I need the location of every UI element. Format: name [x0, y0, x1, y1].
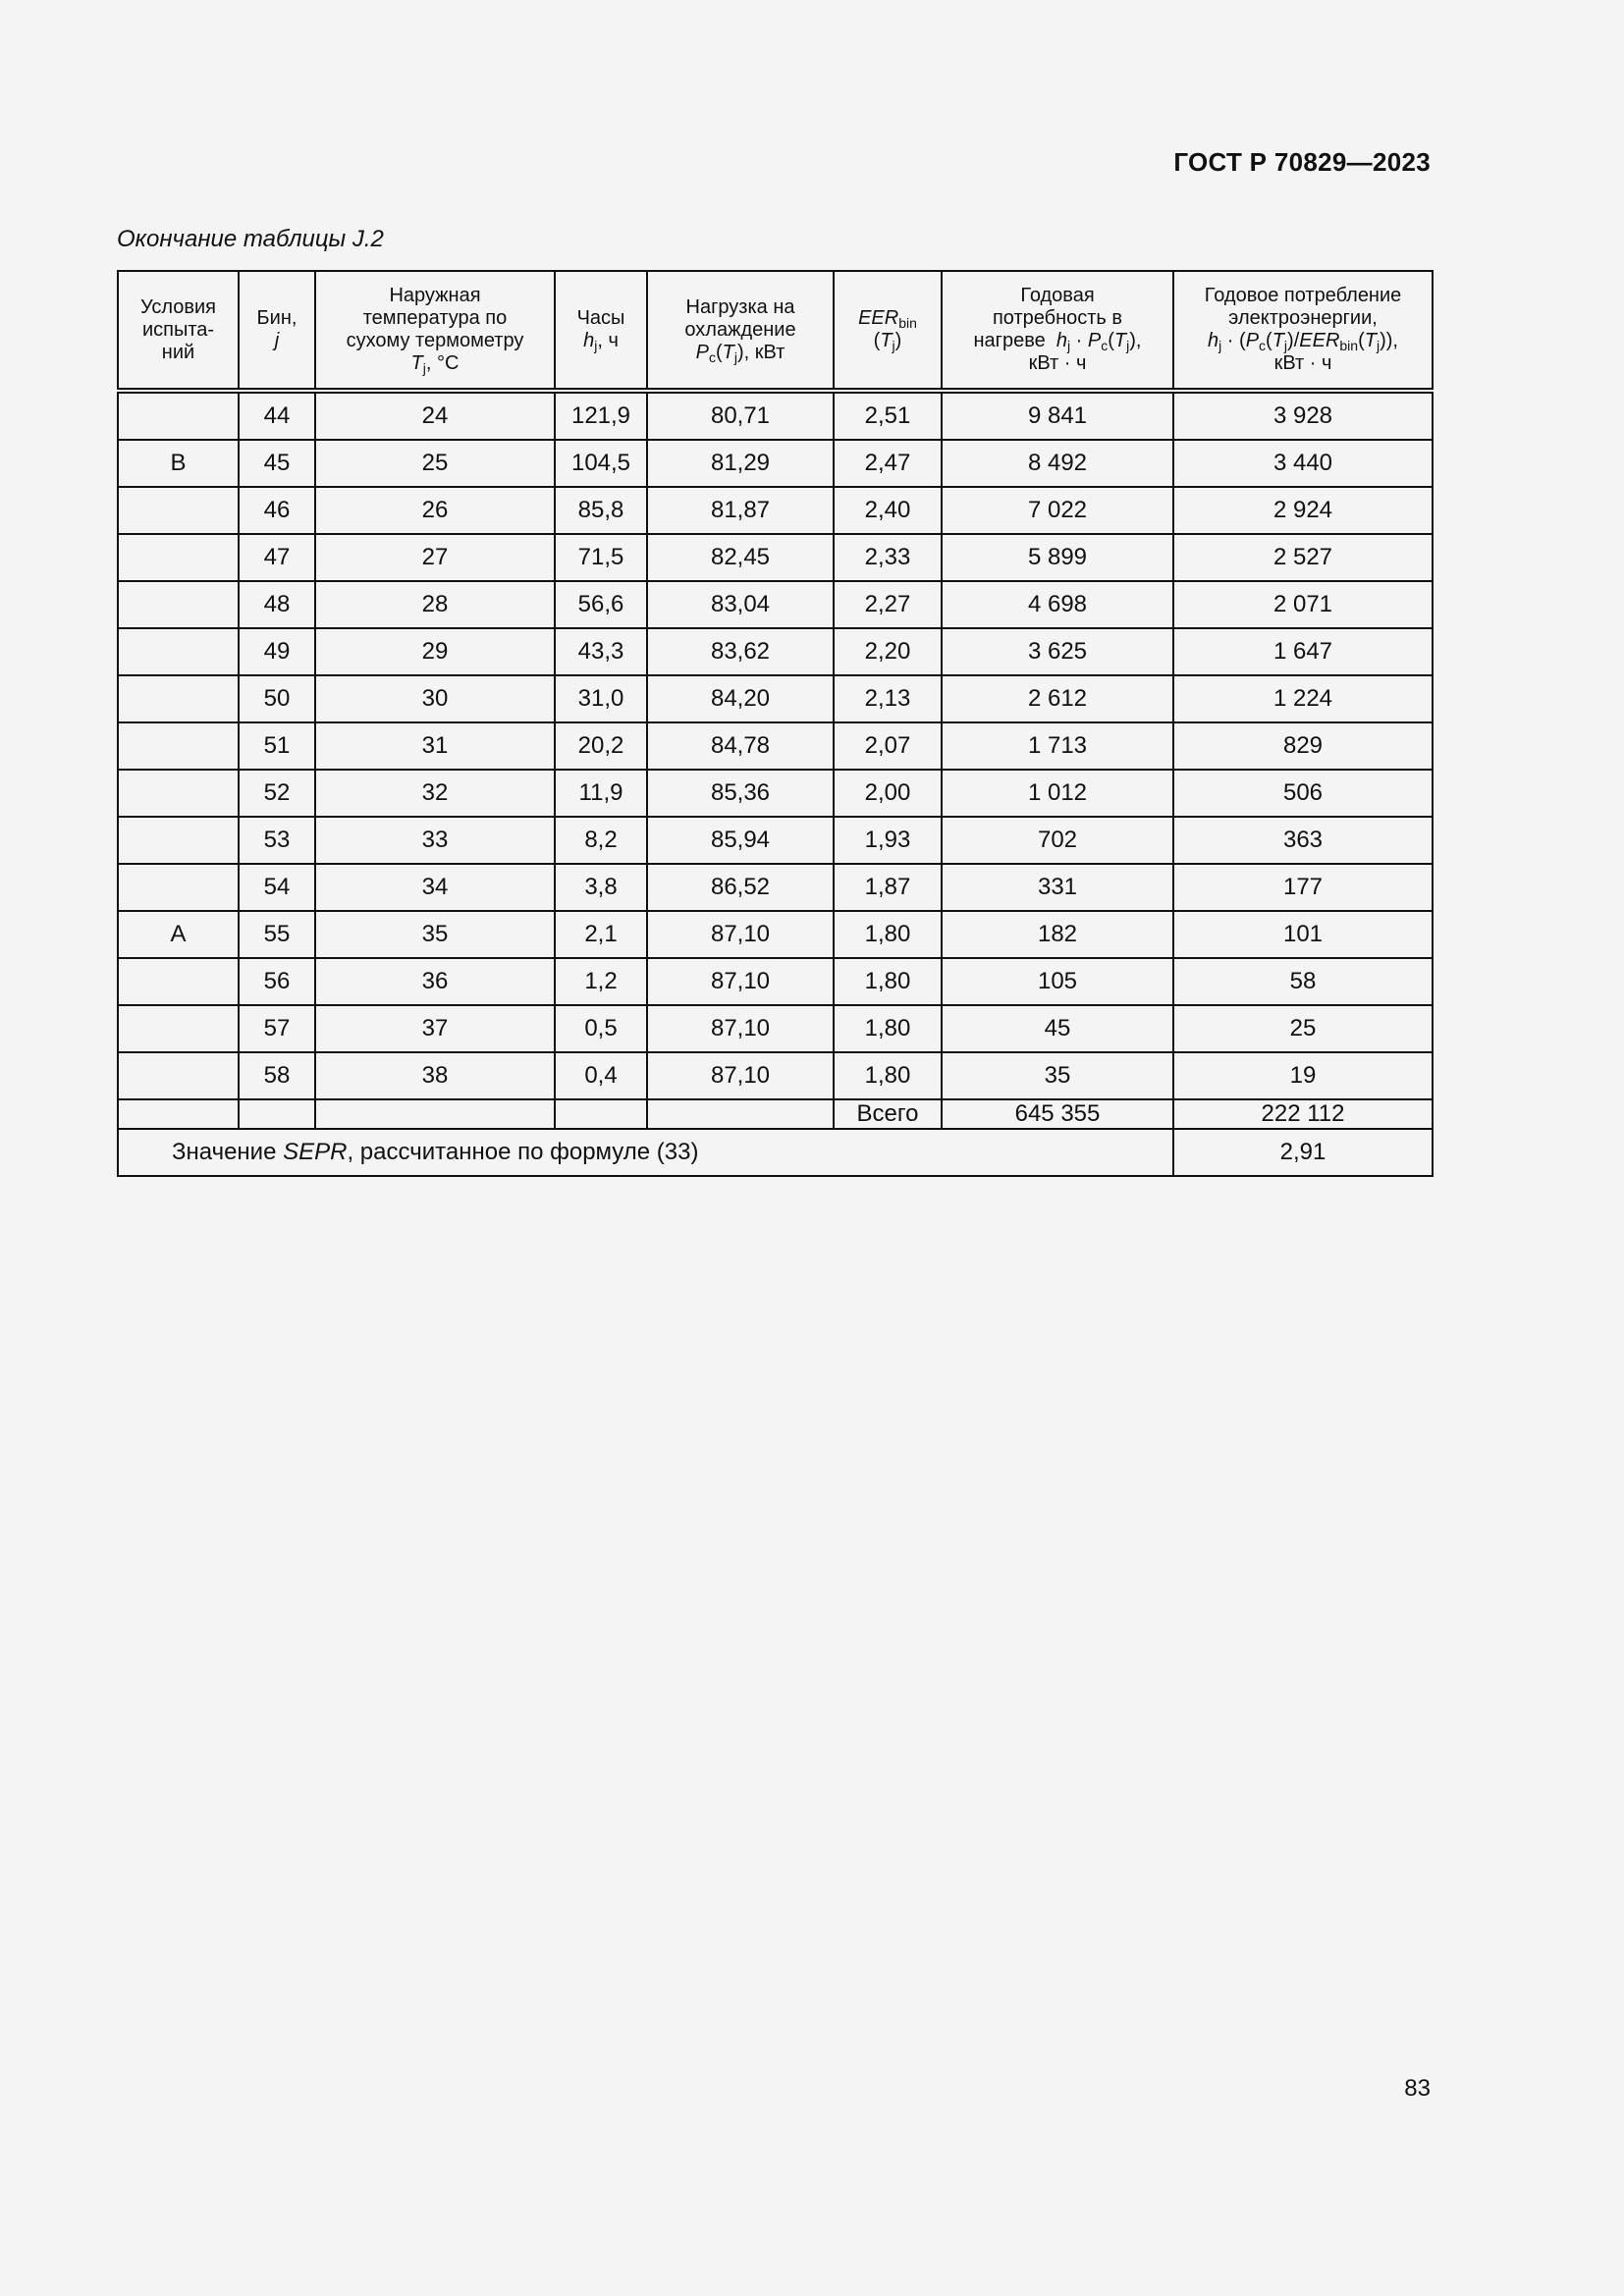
- cell-annual-electricity: 829: [1173, 722, 1433, 770]
- cell-eer-bin: 2,07: [834, 722, 942, 770]
- cell-hours: 31,0: [555, 675, 647, 722]
- table-caption: Окончание таблицы J.2: [117, 226, 384, 252]
- cell-cooling-load: 85,94: [647, 817, 834, 864]
- cell-annual-electricity: 19: [1173, 1052, 1433, 1099]
- total-empty-cell: [555, 1099, 647, 1129]
- cell-test-condition: [118, 817, 239, 864]
- cell-eer-bin: 2,27: [834, 581, 942, 628]
- cell-hours: 71,5: [555, 534, 647, 581]
- cell-annual-demand: 702: [942, 817, 1173, 864]
- cell-cooling-load: 80,71: [647, 391, 834, 440]
- cell-bin: 58: [239, 1052, 315, 1099]
- cell-bin: 47: [239, 534, 315, 581]
- cell-annual-demand: 3 625: [942, 628, 1173, 675]
- cell-annual-demand: 8 492: [942, 440, 1173, 487]
- cell-annual-demand: 4 698: [942, 581, 1173, 628]
- cell-cooling-load: 87,10: [647, 911, 834, 958]
- cell-eer-bin: 2,00: [834, 770, 942, 817]
- cell-bin: 56: [239, 958, 315, 1005]
- cell-annual-demand: 1 012: [942, 770, 1173, 817]
- cell-hours: 8,2: [555, 817, 647, 864]
- cell-hours: 1,2: [555, 958, 647, 1005]
- cell-eer-bin: 1,80: [834, 911, 942, 958]
- total-empty-cell: [647, 1099, 834, 1129]
- cell-hours: 0,4: [555, 1052, 647, 1099]
- table-row: [118, 581, 1433, 628]
- cell-eer-bin: 2,47: [834, 440, 942, 487]
- cell-annual-demand: 2 612: [942, 675, 1173, 722]
- cell-eer-bin: 2,13: [834, 675, 942, 722]
- cell-annual-electricity: 58: [1173, 958, 1433, 1005]
- cell-cooling-load: 85,36: [647, 770, 834, 817]
- table-row: [118, 864, 1433, 911]
- cell-cooling-load: 82,45: [647, 534, 834, 581]
- cell-hours: 2,1: [555, 911, 647, 958]
- total-row: [118, 1099, 1433, 1129]
- table-row: [118, 911, 1433, 958]
- cell-hours: 121,9: [555, 391, 647, 440]
- data-table: [117, 270, 1434, 1177]
- header-outdoor-temperature: Наружная температура по сухому термометру $T_j$, °С: [315, 271, 555, 391]
- cell-eer-bin: 2,51: [834, 391, 942, 440]
- cell-test-condition: [118, 534, 239, 581]
- cell-cooling-load: 81,87: [647, 487, 834, 534]
- cell-annual-electricity: 1 647: [1173, 628, 1433, 675]
- cell-outdoor-temperature: 26: [315, 487, 555, 534]
- total-empty-cell: [239, 1099, 315, 1129]
- table-row: [118, 675, 1433, 722]
- cell-annual-electricity: 2 924: [1173, 487, 1433, 534]
- total-annual-electricity: 222 112: [1173, 1099, 1433, 1129]
- cell-bin: 48: [239, 581, 315, 628]
- cell-annual-electricity: 25: [1173, 1005, 1433, 1052]
- cell-bin: 52: [239, 770, 315, 817]
- cell-annual-demand: 331: [942, 864, 1173, 911]
- table-row: [118, 440, 1433, 487]
- cell-bin: 51: [239, 722, 315, 770]
- document-standard-number: ГОСТ Р 70829—2023: [1173, 147, 1431, 177]
- cell-annual-demand: 35: [942, 1052, 1173, 1099]
- cell-test-condition: [118, 675, 239, 722]
- cell-outdoor-temperature: 37: [315, 1005, 555, 1052]
- cell-bin: 46: [239, 487, 315, 534]
- cell-annual-electricity: 3 440: [1173, 440, 1433, 487]
- cell-test-condition: [118, 722, 239, 770]
- cell-annual-demand: 45: [942, 1005, 1173, 1052]
- cell-cooling-load: 87,10: [647, 958, 834, 1005]
- cell-annual-electricity: 3 928: [1173, 391, 1433, 440]
- table-row: [118, 391, 1433, 440]
- cell-annual-electricity: 101: [1173, 911, 1433, 958]
- cell-cooling-load: 86,52: [647, 864, 834, 911]
- total-label: Всего: [834, 1099, 942, 1129]
- cell-cooling-load: 84,78: [647, 722, 834, 770]
- cell-eer-bin: 2,20: [834, 628, 942, 675]
- cell-hours: 11,9: [555, 770, 647, 817]
- cell-outdoor-temperature: 38: [315, 1052, 555, 1099]
- table-row: [118, 722, 1433, 770]
- header-cooling-load: Нагрузка на охлаждение $P_c(T_j)$, кВт: [647, 271, 834, 391]
- sepr-label: Значение SEPR, рассчитанное по формуле (33): [118, 1129, 1173, 1176]
- cell-outdoor-temperature: 36: [315, 958, 555, 1005]
- cell-annual-demand: 9 841: [942, 391, 1173, 440]
- cell-annual-demand: 7 022: [942, 487, 1173, 534]
- cell-outdoor-temperature: 34: [315, 864, 555, 911]
- cell-bin: 53: [239, 817, 315, 864]
- table-container: [117, 270, 1432, 1177]
- cell-eer-bin: 1,80: [834, 1052, 942, 1099]
- header-annual-electricity: Годовое потребление электроэнергии, $h_j \cdot (P_c(T_j)/EER_{bin}(T_j))$, кВт · ч: [1173, 271, 1433, 391]
- cell-bin: 50: [239, 675, 315, 722]
- cell-annual-electricity: 506: [1173, 770, 1433, 817]
- header-row: [118, 271, 1433, 391]
- cell-annual-demand: 105: [942, 958, 1173, 1005]
- cell-bin: 45: [239, 440, 315, 487]
- cell-annual-electricity: 2 527: [1173, 534, 1433, 581]
- page-number: 83: [1404, 2075, 1431, 2102]
- cell-bin: 57: [239, 1005, 315, 1052]
- cell-test-condition: [118, 1005, 239, 1052]
- header-bin: Бин, j: [239, 271, 315, 391]
- cell-hours: 85,8: [555, 487, 647, 534]
- cell-annual-electricity: 1 224: [1173, 675, 1433, 722]
- cell-test-condition: [118, 581, 239, 628]
- cell-bin: 44: [239, 391, 315, 440]
- cell-outdoor-temperature: 35: [315, 911, 555, 958]
- cell-test-condition: [118, 487, 239, 534]
- cell-annual-demand: 5 899: [942, 534, 1173, 581]
- cell-outdoor-temperature: 31: [315, 722, 555, 770]
- cell-bin: 55: [239, 911, 315, 958]
- cell-test-condition: А: [118, 911, 239, 958]
- cell-hours: 20,2: [555, 722, 647, 770]
- cell-eer-bin: 1,80: [834, 958, 942, 1005]
- sepr-value: 2,91: [1173, 1129, 1433, 1176]
- cell-cooling-load: 83,62: [647, 628, 834, 675]
- cell-cooling-load: 87,10: [647, 1005, 834, 1052]
- cell-eer-bin: 1,80: [834, 1005, 942, 1052]
- header-conditions: Условия испыта- ний: [118, 271, 239, 391]
- cell-bin: 49: [239, 628, 315, 675]
- table-row: [118, 958, 1433, 1005]
- cell-hours: 43,3: [555, 628, 647, 675]
- cell-outdoor-temperature: 32: [315, 770, 555, 817]
- cell-hours: 0,5: [555, 1005, 647, 1052]
- cell-annual-electricity: 177: [1173, 864, 1433, 911]
- cell-annual-demand: 1 713: [942, 722, 1173, 770]
- table-body: [118, 391, 1433, 1099]
- cell-eer-bin: 2,33: [834, 534, 942, 581]
- total-annual-demand: 645 355: [942, 1099, 1173, 1129]
- table-row: [118, 534, 1433, 581]
- cell-eer-bin: 1,87: [834, 864, 942, 911]
- cell-cooling-load: 81,29: [647, 440, 834, 487]
- total-empty-cell: [315, 1099, 555, 1129]
- table-row: [118, 628, 1433, 675]
- cell-hours: 56,6: [555, 581, 647, 628]
- cell-annual-electricity: 363: [1173, 817, 1433, 864]
- table-footer: [118, 1099, 1433, 1176]
- cell-hours: 104,5: [555, 440, 647, 487]
- cell-test-condition: В: [118, 440, 239, 487]
- sepr-row: [118, 1129, 1433, 1176]
- table-row: [118, 1005, 1433, 1052]
- cell-outdoor-temperature: 29: [315, 628, 555, 675]
- header-eer-bin: $EER_{bin}$ $(T_j)$: [834, 271, 942, 391]
- cell-cooling-load: 87,10: [647, 1052, 834, 1099]
- cell-test-condition: [118, 391, 239, 440]
- cell-outdoor-temperature: 28: [315, 581, 555, 628]
- cell-hours: 3,8: [555, 864, 647, 911]
- cell-annual-demand: 182: [942, 911, 1173, 958]
- total-empty-cell: [118, 1099, 239, 1129]
- cell-annual-electricity: 2 071: [1173, 581, 1433, 628]
- cell-cooling-load: 83,04: [647, 581, 834, 628]
- table-header: [118, 271, 1433, 391]
- table-row: [118, 817, 1433, 864]
- cell-test-condition: [118, 958, 239, 1005]
- cell-outdoor-temperature: 30: [315, 675, 555, 722]
- header-annual-demand: Годовая потребность в нагреве $h_j \cdot P_c(T_j)$, кВт · ч: [942, 271, 1173, 391]
- table-row: [118, 1052, 1433, 1099]
- table-row: [118, 770, 1433, 817]
- cell-cooling-load: 84,20: [647, 675, 834, 722]
- cell-eer-bin: 1,93: [834, 817, 942, 864]
- cell-test-condition: [118, 1052, 239, 1099]
- cell-outdoor-temperature: 24: [315, 391, 555, 440]
- cell-eer-bin: 2,40: [834, 487, 942, 534]
- cell-test-condition: [118, 770, 239, 817]
- cell-bin: 54: [239, 864, 315, 911]
- header-hours: Часы $h_j$, ч: [555, 271, 647, 391]
- cell-test-condition: [118, 628, 239, 675]
- cell-outdoor-temperature: 25: [315, 440, 555, 487]
- cell-outdoor-temperature: 27: [315, 534, 555, 581]
- table-row: [118, 487, 1433, 534]
- cell-test-condition: [118, 864, 239, 911]
- cell-outdoor-temperature: 33: [315, 817, 555, 864]
